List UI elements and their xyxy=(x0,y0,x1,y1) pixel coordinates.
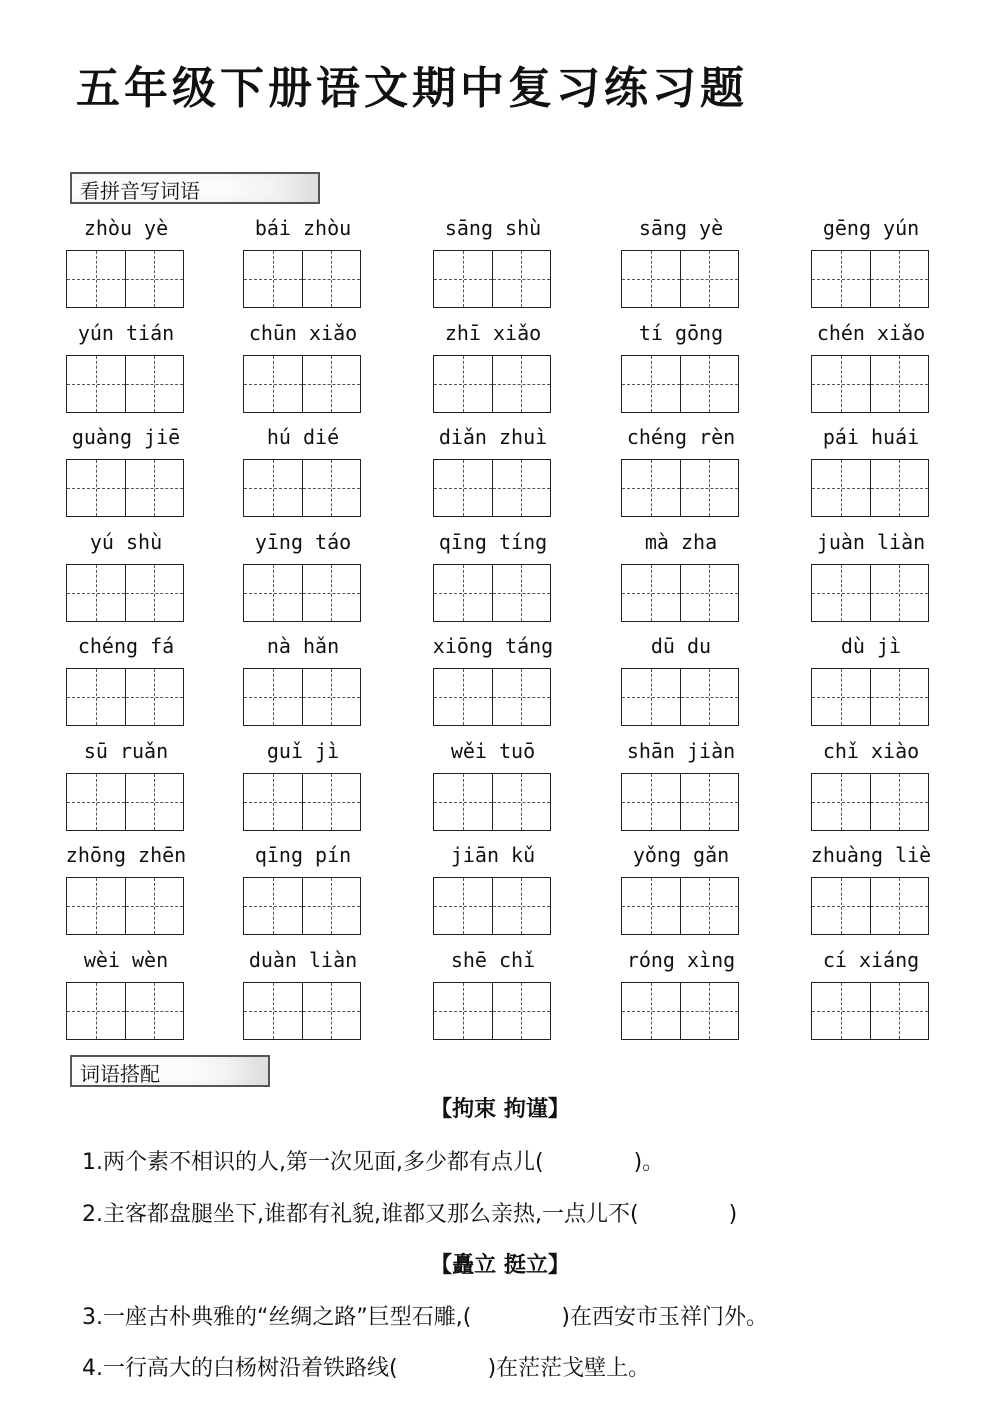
word-item xyxy=(223,315,383,413)
tianzige-box[interactable] xyxy=(243,459,303,517)
sentence-4 xyxy=(82,1351,650,1382)
writing-boxes xyxy=(433,250,551,308)
writing-boxes xyxy=(243,564,361,622)
word-item xyxy=(601,628,761,726)
word-item xyxy=(413,315,573,413)
word-item xyxy=(413,837,573,935)
pinyin-label: wěi tuō xyxy=(450,738,536,763)
writing-boxes xyxy=(811,982,929,1040)
tianzige-box[interactable] xyxy=(621,877,681,935)
sentence-3-end: )在西安市玉祥门外。 xyxy=(561,1305,768,1330)
pinyin-label: chéng rèn xyxy=(626,425,736,449)
writing-boxes xyxy=(621,668,739,726)
tianzige-box[interactable] xyxy=(811,355,871,413)
pinyin-label: tí gōng xyxy=(638,320,724,345)
writing-boxes xyxy=(811,877,929,935)
tianzige-box[interactable] xyxy=(871,564,930,622)
tianzige-box[interactable] xyxy=(433,355,493,413)
writing-boxes xyxy=(433,564,551,622)
pinyin-label: guàng jiē xyxy=(71,425,181,449)
word-item xyxy=(46,210,206,308)
tianzige-box[interactable] xyxy=(243,564,303,622)
tianzige-box[interactable] xyxy=(811,250,871,308)
word-item xyxy=(601,210,761,308)
pinyin-row xyxy=(40,942,960,1047)
tianzige-box[interactable] xyxy=(811,773,871,831)
word-item xyxy=(46,628,206,726)
writing-boxes xyxy=(66,668,184,726)
writing-boxes xyxy=(621,877,739,935)
pinyin-label: jiān kǔ xyxy=(450,843,536,867)
writing-boxes xyxy=(66,773,184,831)
tianzige-box[interactable] xyxy=(871,250,930,308)
word-item xyxy=(413,942,573,1040)
writing-boxes xyxy=(243,459,361,517)
tianzige-box[interactable] xyxy=(681,773,740,831)
pinyin-label: sāng shù xyxy=(444,216,542,240)
writing-boxes xyxy=(243,668,361,726)
tianzige-box[interactable] xyxy=(66,668,126,726)
writing-boxes xyxy=(66,877,184,935)
pinyin-label: yīng táo xyxy=(254,529,352,554)
tianzige-box[interactable] xyxy=(433,877,493,935)
word-item xyxy=(791,524,951,622)
pinyin-label: yǒng gǎn xyxy=(632,843,730,867)
pinyin-label: sū ruǎn xyxy=(83,738,169,763)
tianzige-box[interactable] xyxy=(433,668,493,726)
pinyin-label: nà hǎn xyxy=(266,634,340,658)
pinyin-label: zhōng zhēn xyxy=(65,843,187,867)
tianzige-box[interactable] xyxy=(66,564,126,622)
tianzige-box[interactable] xyxy=(493,355,552,413)
tianzige-box[interactable] xyxy=(126,564,185,622)
pinyin-label: bái zhòu xyxy=(254,216,352,240)
tianzige-box[interactable] xyxy=(433,250,493,308)
pinyin-label: zhī xiǎo xyxy=(444,320,542,345)
word-item xyxy=(46,315,206,413)
tianzige-box[interactable] xyxy=(811,668,871,726)
section-label-matching-text: 词语搭配 xyxy=(80,1062,160,1086)
writing-boxes xyxy=(66,250,184,308)
word-item xyxy=(46,942,206,1040)
tianzige-box[interactable] xyxy=(681,459,740,517)
writing-boxes xyxy=(66,459,184,517)
pinyin-label: hú dié xyxy=(266,425,340,449)
word-item xyxy=(601,419,761,517)
sentence-1-text: 1.两个素不相识的人,第一次见面,多少都有点儿( xyxy=(82,1150,544,1175)
writing-boxes xyxy=(811,459,929,517)
sentence-4-end: )在茫茫戈壁上。 xyxy=(487,1356,651,1381)
sentence-1-end: )。 xyxy=(633,1150,665,1175)
word-item xyxy=(601,942,761,1040)
writing-boxes xyxy=(433,982,551,1040)
pinyin-label: qīng tíng xyxy=(438,529,548,554)
sentence-2-end: ) xyxy=(728,1202,738,1227)
word-item xyxy=(601,837,761,935)
tianzige-box[interactable] xyxy=(126,982,185,1040)
section-label-matching xyxy=(70,1055,270,1087)
word-item xyxy=(601,524,761,622)
tianzige-box[interactable] xyxy=(66,355,126,413)
writing-boxes xyxy=(621,982,739,1040)
pinyin-label: juàn liàn xyxy=(816,529,926,554)
tianzige-box[interactable] xyxy=(243,773,303,831)
tianzige-box[interactable] xyxy=(681,250,740,308)
writing-boxes xyxy=(66,355,184,413)
word-item xyxy=(223,733,383,831)
word-item xyxy=(791,837,951,935)
sentence-2-text: 2.主客都盘腿坐下,谁都有礼貌,谁都又那么亲热,一点儿不( xyxy=(82,1202,639,1227)
tianzige-box[interactable] xyxy=(126,773,185,831)
tianzige-box[interactable] xyxy=(871,668,930,726)
tianzige-box[interactable] xyxy=(621,459,681,517)
tianzige-box[interactable] xyxy=(493,250,552,308)
tianzige-box[interactable] xyxy=(681,564,740,622)
writing-boxes xyxy=(621,250,739,308)
writing-boxes xyxy=(621,564,739,622)
pinyin-label: shān jiàn xyxy=(626,738,736,763)
tianzige-box[interactable] xyxy=(493,877,552,935)
tianzige-box[interactable] xyxy=(66,250,126,308)
tianzige-box[interactable] xyxy=(126,877,185,935)
pinyin-label: mà zha xyxy=(644,529,718,554)
tianzige-box[interactable] xyxy=(871,355,930,413)
pinyin-row xyxy=(40,628,960,733)
tianzige-box[interactable] xyxy=(621,982,681,1040)
writing-boxes xyxy=(243,773,361,831)
pinyin-label: yún tián xyxy=(77,320,175,345)
tianzige-box[interactable] xyxy=(243,668,303,726)
word-item xyxy=(413,733,573,831)
sentence-4-text: 4.一行高大的白杨树沿着铁路线( xyxy=(82,1356,398,1381)
tianzige-box[interactable] xyxy=(811,459,871,517)
pinyin-label: chǐ xiào xyxy=(822,738,920,763)
section-label-pinyin xyxy=(70,172,320,204)
pinyin-label: dù jì xyxy=(840,634,902,658)
pinyin-label: zhuàng liè xyxy=(810,843,932,867)
word-item xyxy=(46,419,206,517)
writing-boxes xyxy=(243,250,361,308)
pinyin-label: chéng fá xyxy=(77,634,175,658)
word-item xyxy=(413,419,573,517)
tianzige-box[interactable] xyxy=(621,668,681,726)
writing-boxes xyxy=(811,773,929,831)
pinyin-label: guǐ jì xyxy=(266,738,340,763)
tianzige-box[interactable] xyxy=(811,877,871,935)
writing-boxes xyxy=(811,564,929,622)
tianzige-box[interactable] xyxy=(681,877,740,935)
tianzige-box[interactable] xyxy=(303,564,362,622)
word-item xyxy=(791,942,951,1040)
tianzige-box[interactable] xyxy=(126,459,185,517)
sentence-2 xyxy=(82,1197,737,1228)
writing-boxes xyxy=(433,668,551,726)
tianzige-box[interactable] xyxy=(811,564,871,622)
tianzige-box[interactable] xyxy=(303,250,362,308)
writing-boxes xyxy=(243,355,361,413)
pinyin-grid xyxy=(40,210,960,1046)
pinyin-row xyxy=(40,837,960,942)
pinyin-label: zhòu yè xyxy=(83,216,169,240)
pinyin-label: wèi wèn xyxy=(83,947,169,972)
tianzige-box[interactable] xyxy=(493,773,552,831)
tianzige-box[interactable] xyxy=(66,877,126,935)
writing-boxes xyxy=(433,355,551,413)
word-item xyxy=(413,628,573,726)
writing-boxes xyxy=(433,459,551,517)
writing-boxes xyxy=(811,668,929,726)
writing-boxes xyxy=(66,564,184,622)
pinyin-label: cí xiáng xyxy=(822,947,920,972)
writing-boxes xyxy=(433,773,551,831)
writing-boxes xyxy=(433,877,551,935)
word-item xyxy=(223,837,383,935)
tianzige-box[interactable] xyxy=(126,250,185,308)
sentence-3 xyxy=(82,1300,768,1331)
pinyin-row xyxy=(40,210,960,315)
tianzige-box[interactable] xyxy=(433,459,493,517)
word-item xyxy=(601,733,761,831)
section-label-pinyin-text: 看拼音写词语 xyxy=(80,179,200,203)
word-item xyxy=(601,315,761,413)
pinyin-label: diǎn zhuì xyxy=(438,425,548,449)
pinyin-row xyxy=(40,524,960,629)
pinyin-label: xiōng táng xyxy=(432,634,554,658)
pinyin-label: dū du xyxy=(650,634,712,658)
tianzige-box[interactable] xyxy=(871,459,930,517)
pinyin-label: qīng pín xyxy=(254,843,352,867)
pinyin-label: gēng yún xyxy=(822,216,920,240)
tianzige-box[interactable] xyxy=(66,982,126,1040)
tianzige-box[interactable] xyxy=(303,668,362,726)
tianzige-box[interactable] xyxy=(433,564,493,622)
word-item xyxy=(791,210,951,308)
tianzige-box[interactable] xyxy=(303,459,362,517)
match-heading-2: 【矗立 挺立】 xyxy=(430,1253,570,1278)
writing-boxes xyxy=(243,877,361,935)
writing-boxes xyxy=(811,250,929,308)
tianzige-box[interactable] xyxy=(433,982,493,1040)
tianzige-box[interactable] xyxy=(871,877,930,935)
word-item xyxy=(791,733,951,831)
tianzige-box[interactable] xyxy=(433,773,493,831)
pinyin-row xyxy=(40,733,960,838)
tianzige-box[interactable] xyxy=(681,668,740,726)
word-item xyxy=(413,210,573,308)
writing-boxes xyxy=(66,982,184,1040)
pinyin-label: chén xiǎo xyxy=(816,320,926,345)
pinyin-label: duàn liàn xyxy=(248,947,358,972)
pinyin-label: pái huái xyxy=(822,425,920,449)
tianzige-box[interactable] xyxy=(621,250,681,308)
word-item xyxy=(223,628,383,726)
tianzige-box[interactable] xyxy=(126,668,185,726)
tianzige-box[interactable] xyxy=(243,982,303,1040)
tianzige-box[interactable] xyxy=(871,773,930,831)
writing-boxes xyxy=(621,355,739,413)
pinyin-label: shē chǐ xyxy=(450,947,536,972)
tianzige-box[interactable] xyxy=(621,564,681,622)
tianzige-box[interactable] xyxy=(243,250,303,308)
writing-boxes xyxy=(621,459,739,517)
tianzige-box[interactable] xyxy=(621,355,681,413)
word-item xyxy=(791,419,951,517)
tianzige-box[interactable] xyxy=(681,355,740,413)
word-item xyxy=(223,210,383,308)
word-item xyxy=(46,837,206,935)
tianzige-box[interactable] xyxy=(493,564,552,622)
word-item xyxy=(791,628,951,726)
tianzige-box[interactable] xyxy=(66,459,126,517)
word-item xyxy=(223,524,383,622)
tianzige-box[interactable] xyxy=(243,355,303,413)
tianzige-box[interactable] xyxy=(303,773,362,831)
tianzige-box[interactable] xyxy=(303,877,362,935)
tianzige-box[interactable] xyxy=(303,355,362,413)
tianzige-box[interactable] xyxy=(493,459,552,517)
pinyin-row xyxy=(40,419,960,524)
sentence-1 xyxy=(82,1145,664,1176)
match-heading-1: 【拘束 拘谨】 xyxy=(430,1097,570,1122)
tianzige-box[interactable] xyxy=(871,982,930,1040)
tianzige-box[interactable] xyxy=(621,773,681,831)
tianzige-box[interactable] xyxy=(493,982,552,1040)
tianzige-box[interactable] xyxy=(303,982,362,1040)
writing-boxes xyxy=(243,982,361,1040)
word-item xyxy=(223,419,383,517)
word-item xyxy=(413,524,573,622)
tianzige-box[interactable] xyxy=(126,355,185,413)
word-item xyxy=(791,315,951,413)
writing-boxes xyxy=(811,355,929,413)
pinyin-label: yú shù xyxy=(89,529,163,554)
pinyin-label: róng xìng xyxy=(626,947,736,972)
word-item xyxy=(46,733,206,831)
word-item xyxy=(46,524,206,622)
word-item xyxy=(223,942,383,1040)
pinyin-label: chūn xiǎo xyxy=(248,320,358,345)
writing-boxes xyxy=(621,773,739,831)
page-title: 五年级下册语文期中复习练习题 xyxy=(76,63,748,114)
tianzige-box[interactable] xyxy=(681,982,740,1040)
sentence-3-text: 3.一座古朴典雅的“丝绸之路”巨型石雕,( xyxy=(82,1305,472,1330)
tianzige-box[interactable] xyxy=(493,668,552,726)
pinyin-row xyxy=(40,315,960,420)
pinyin-label: sāng yè xyxy=(638,216,724,240)
tianzige-box[interactable] xyxy=(66,773,126,831)
tianzige-box[interactable] xyxy=(811,982,871,1040)
tianzige-box[interactable] xyxy=(243,877,303,935)
